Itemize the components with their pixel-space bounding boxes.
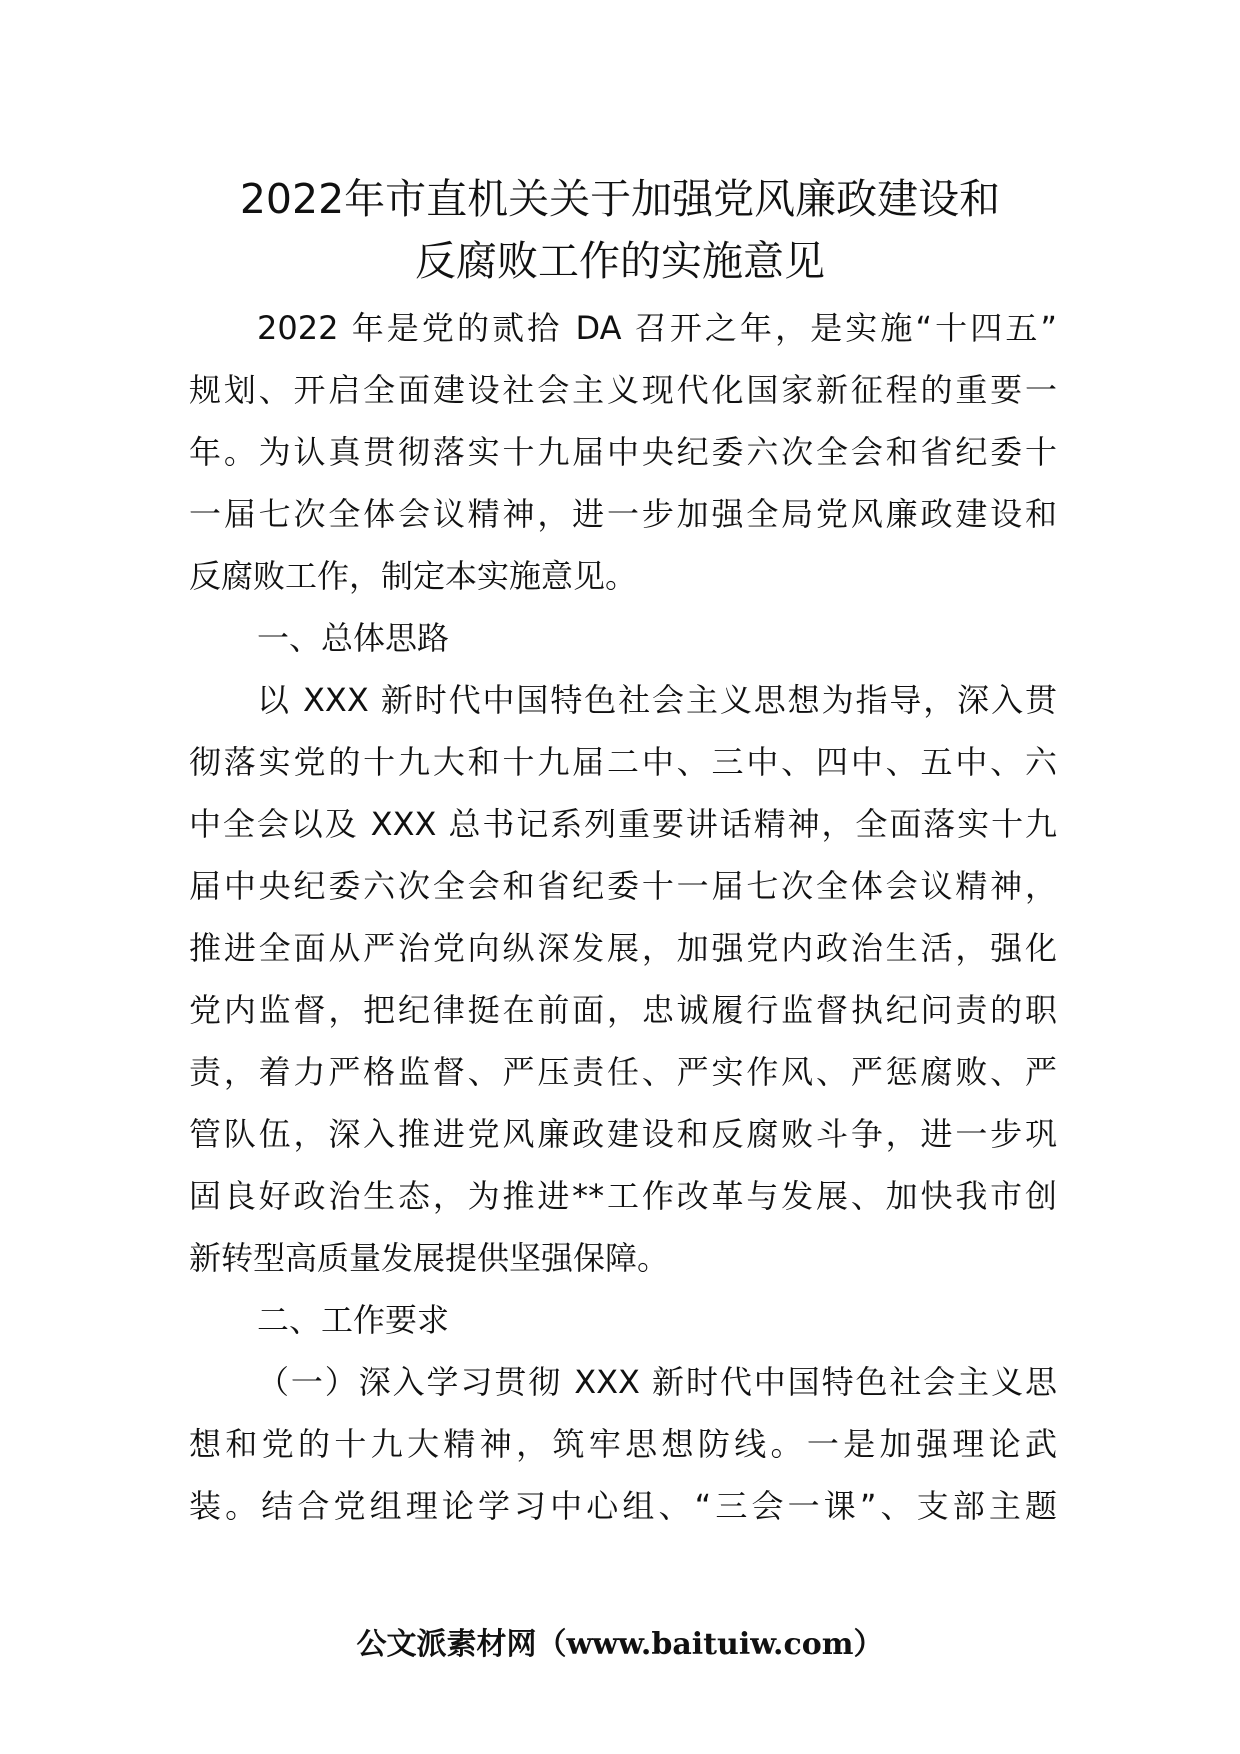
body-line: 反腐败工作，制定本实施意见。 (189, 557, 638, 595)
body-line: 管队伍，深入推进党风廉政建设和反腐败斗争，进一步巩 (189, 1115, 1057, 1153)
body-line: 推进全面从严治党向纵深发展，加强党内政治生活，强化 (189, 929, 1057, 967)
body-line: 装。结合党组理论学习中心组、“三会一课”、支部主题 (189, 1487, 1057, 1525)
body-line: 规划、开启全面建设社会主义现代化国家新征程的重要一 (189, 371, 1057, 409)
body-line: 党内监督，把纪律挺在前面，忠诚履行监督执纪问责的职 (189, 991, 1057, 1029)
body-line: 2022 年是党的贰拾 DA 召开之年，是实施“十四五” (257, 309, 1057, 347)
body-line: （一）深入学习贯彻 XXX 新时代中国特色社会主义思 (257, 1363, 1057, 1401)
body-line: 一、总体思路 (257, 619, 450, 657)
body-line: 新转型高质量发展提供坚强保障。 (189, 1239, 670, 1277)
body-line: 二、工作要求 (257, 1301, 450, 1339)
footer-watermark: 公文派素材网（www.baituiw.com） (356, 1627, 884, 1662)
body-line: 想和党的十九大精神，筑牢思想防线。一是加强理论武 (189, 1425, 1057, 1463)
body-line: 中全会以及 XXX 总书记系列重要讲话精神，全面落实十九 (189, 805, 1057, 843)
body-line: 一届七次全体会议精神，进一步加强全局党风廉政建设和 (189, 495, 1057, 533)
body-line: 届中央纪委六次全会和省纪委十一届七次全体会议精神， (189, 867, 1057, 905)
document-title-line-2: 反腐败工作的实施意见 (415, 237, 825, 285)
body-line: 以 XXX 新时代中国特色社会主义思想为指导，深入贯 (257, 681, 1057, 719)
body-line: 责，着力严格监督、严压责任、严实作风、严惩腐败、严 (189, 1053, 1057, 1091)
document-body (189, 297, 1057, 1537)
body-line: 彻落实党的十九大和十九届二中、三中、四中、五中、六 (189, 743, 1057, 781)
body-line: 年。为认真贯彻落实十九届中央纪委六次全会和省纪委十 (189, 433, 1057, 471)
body-line: 固良好政治生态，为推进**工作改革与发展、加快我市创 (189, 1177, 1057, 1215)
document-title-line-1: 2022年市直机关关于加强党风廉政建设和 (239, 175, 1001, 223)
